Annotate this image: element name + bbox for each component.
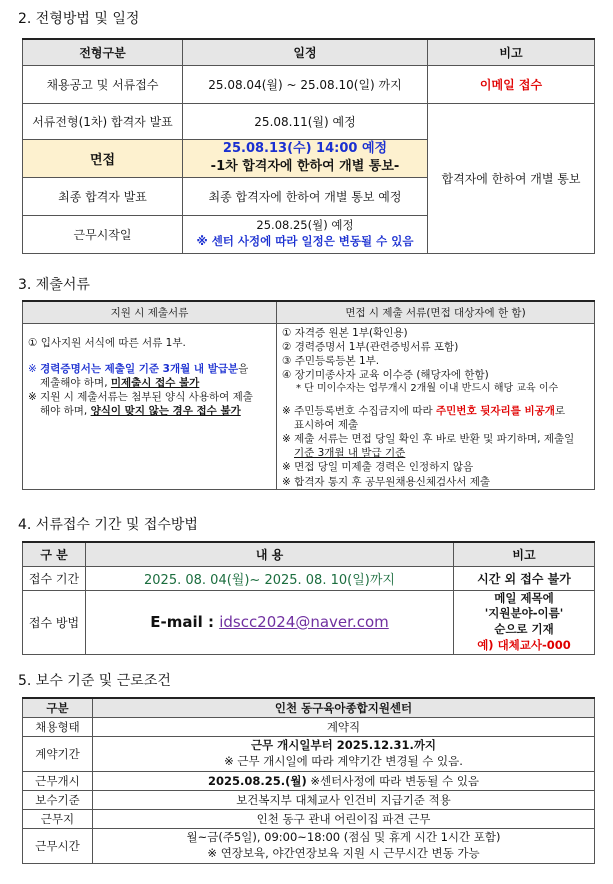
row-value: 계약직 — [93, 717, 595, 736]
start-date: 25.08.25(월) 예정 — [256, 218, 354, 233]
row-label: 보수기준 — [23, 790, 93, 809]
header-note: 비고 — [454, 542, 595, 566]
row-schedule: 25.08.11(월) 예정 — [183, 103, 428, 139]
start-caveat: ※ 센터 사정에 따라 일정은 변동될 수 있음 — [196, 234, 414, 248]
apply-docs-cell: ① 입사지원 서식에 따른 서류 1부. ※ 경력증명서는 제출일 기준 3개월 내 발급분을 제출해야 하며, 미제출시 접수 불가 ※ 지원 시 제출서류는 첨부된 양식 사용하여 제출 해야 하며, 양식이 맞지 않는 경우 접수 불가 — [23, 323, 277, 489]
apply-note-1: ※ 경력증명서는 제출일 기준 3개월 내 발급분을 — [28, 362, 249, 375]
row-label: 채용형태 — [23, 717, 93, 736]
submission-table — [22, 541, 595, 655]
row-schedule: 25.08.04(월) ~ 25.08.10(일) 까지 — [183, 65, 428, 103]
header-schedule: 일정 — [183, 39, 428, 65]
documents-table — [22, 300, 595, 490]
interview-docs-cell: ① 자격증 원본 1부(확인용) ② 경력증명서 1부(관련증빙서류 포함) ③ 주민등록등본 1부. ④ 장기미종사자 교육 이수증 (해당자에 한함) * 단 미이수자는 업무개시 2개월 이내 반드시 해당 교육 이수 ※ 주민등록번호 수집금지에 따라 주민번호 뒷자리를 비공개로 표시하여 제출 ※ 제출 서류는 면접 당일 확인 후 바로 반환 및 파기하며, 제출일 기준 3개월 내 발급 기준 ※ 면접 당일 미제출 경력은 인정하지 않음 ※ 합격자 통지 후 공무원채용신체검사서 제출 — [277, 323, 595, 489]
header-center: 인천 동구육아종합지원센터 — [93, 698, 595, 717]
header-note: 비고 — [428, 39, 595, 65]
apply-doc-1: ① 입사지원 서식에 따른 서류 1부. — [28, 336, 186, 349]
interview-doc-3: ③ 주민등록등본 1부. — [282, 354, 380, 367]
section-5-title: 5. 보수 기준 및 근로조건 — [18, 673, 171, 689]
row-label: 근무지 — [23, 809, 93, 828]
row-label: 접수 기간 — [23, 566, 86, 590]
header-category: 구 분 — [23, 542, 86, 566]
header-content: 내 용 — [86, 542, 454, 566]
interview-notice: -1차 합격자에 한하여 개별 통보- — [210, 159, 400, 174]
row-label: 면접 — [23, 139, 183, 177]
interview-note-4: ※ 합격자 통지 후 공무원채용신체검사서 제출 — [282, 475, 491, 488]
period-note: 시간 외 접수 불가 — [454, 566, 595, 590]
interview-doc-4: ④ 장기미종사자 교육 이수증 (해당자에 한함) — [282, 369, 489, 382]
interview-note-3: ※ 면접 당일 미제출 경력은 인정하지 않음 — [282, 461, 474, 474]
row-label: 서류전형(1차) 합격자 발표 — [23, 103, 183, 139]
interview-doc-2: ② 경력증명서 1부(관련증빙서류 포함) — [282, 340, 459, 353]
row-label: 근무시작일 — [23, 215, 183, 253]
row-value: 인천 동구 관내 어린이집 파견 근무 — [93, 809, 595, 828]
interview-note-1: ※ 주민등록번호 수집금지에 따라 주민번호 뒷자리를 비공개로 — [282, 404, 566, 417]
row-label: 근무개시 — [23, 771, 93, 790]
row-value: 보건복지부 대체교사 인건비 지급기준 적용 — [93, 790, 595, 809]
table-row — [23, 828, 595, 863]
email-note: 이메일 접수 — [428, 65, 595, 103]
table-row — [23, 771, 595, 790]
table-row — [23, 809, 595, 828]
row-value: 2025.08.25.(월) ※센터사정에 따라 변동될 수 있음 — [93, 771, 595, 790]
section-3-title: 3. 제출서류 — [18, 277, 90, 293]
header-apply-docs: 지원 시 제출서류 — [23, 301, 277, 323]
row-label: 근무시간 — [23, 828, 93, 863]
row-label: 계약기간 — [23, 736, 93, 771]
interview-doc-1: ① 자격증 원본 1부(확인용) — [282, 326, 408, 339]
merged-note: 합격자에 한하여 개별 통보 — [428, 103, 595, 253]
interview-doc-4-note: * 단 미이수자는 업무개시 2개월 이내 반드시 해당 교육 이수 — [296, 383, 559, 395]
row-value: 근무 개시일부터 2025.12.31.까지 ※ 근무 개시일에 따라 계약기간 변경될 수 있음. — [93, 736, 595, 771]
interview-date: 25.08.13(수) 14:00 예정 — [222, 141, 388, 157]
table-row — [23, 566, 595, 590]
header-category: 전형구분 — [23, 39, 183, 65]
schedule-table — [22, 38, 595, 254]
row-label: 접수 방법 — [23, 590, 86, 654]
submission-period: 2025. 08. 04(월)~ 2025. 08. 10(일)까지 — [86, 566, 454, 590]
row-label: 최종 합격자 발표 — [23, 177, 183, 215]
row-schedule: 최종 합격자에 한하여 개별 통보 예정 — [183, 177, 428, 215]
row-value: 월~금(주5일), 09:00~18:00 (점심 및 휴게 시간 1시간 포함) ※ 연장보육, 야간연장보육 지원 시 근무시간 변동 가능 — [93, 828, 595, 863]
table-row — [23, 590, 595, 654]
apply-note-2: ※ 지원 시 제출서류는 첨부된 양식 사용하여 제출 — [28, 391, 253, 404]
header-category: 구분 — [23, 698, 93, 717]
start-schedule — [183, 215, 428, 253]
email-link[interactable]: idscc2024@naver.com — [219, 613, 389, 631]
table-row — [23, 65, 595, 103]
conditions-table — [22, 697, 595, 864]
interview-schedule — [183, 139, 428, 177]
table-row — [23, 736, 595, 771]
method-note: 메일 제목에 '지원분야-이름' 순으로 기재 예) 대체교사-000 — [454, 590, 595, 654]
table-row — [23, 717, 595, 736]
header-interview-docs: 면접 시 제출 서류(면접 대상자에 한 함) — [277, 301, 595, 323]
table-row — [23, 103, 595, 139]
row-label: 채용공고 및 서류접수 — [23, 65, 183, 103]
submission-method: E-mail : idscc2024@naver.com — [86, 590, 454, 654]
table-row — [23, 790, 595, 809]
section-4-title: 4. 서류접수 기간 및 접수방법 — [18, 517, 198, 533]
section-2-title: 2. 전형방법 및 일정 — [18, 11, 140, 27]
interview-note-2: ※ 제출 서류는 면접 당일 확인 후 바로 반환 및 파기하며, 제출일 — [282, 433, 575, 446]
